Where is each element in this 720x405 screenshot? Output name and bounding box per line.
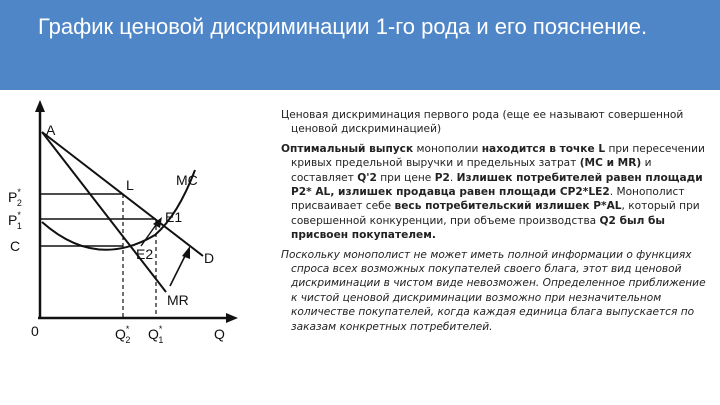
label-l: L [126,177,134,193]
label-q2: Q* 2 [115,324,131,345]
label-e2: E2 [136,246,154,262]
page-title: График ценовой дискриминации 1-го рода и его пояснение. [38,14,648,39]
explanation-text [281,108,713,339]
y-axis-arrow [35,100,45,112]
label-origin: 0 [31,323,39,339]
header-bar [0,0,720,90]
label-mc: MC [176,172,198,188]
price-discrimination-diagram [0,90,280,405]
paragraph-optimal-output: Оптимальный выпуск монополии находится в точке L при пересечении кривых предельной выручки и предельных затрат (MC и MR) и составляет Q'2 при цене P2. Излишек потребителей равен площади P2* AL, излишек продавца равен площади CP2*LE2. Монополист присваивает себе весь потребительский излишек P*AL, который при совершенной конкуренции, при объеме производства Q2 был бы присвоен покупателем. [281,142,705,242]
label-p1: P* 1 [8,210,22,231]
label-q1: Q* 1 [148,324,164,345]
mr-arrowhead [182,246,190,259]
label-e1: E1 [165,209,183,225]
x-axis-arrow [226,313,238,323]
label-c: C [10,238,21,254]
mr-arrow [170,252,187,286]
paragraph-definition: Ценовая дискриминация первого рода (еще ее называют совершенной ценовой дискриминацией) [281,109,684,136]
label-p2: P* 2 [8,187,22,208]
label-q-axis: Q [214,326,225,342]
label-a: A [46,122,56,138]
paragraph-limitations: Поскольку монополист не может иметь полной информации о функциях спроса всех возможных покупателей своего блага, этот вид ценовой дискриминации в чистом виде невозможен. Определенное приближение к чистой ценовой дискриминации возможно при незначительном количестве покупателей, когда каждая единица блага выпускается по заказам конкретных потребителей. [281,248,706,333]
label-d: D [204,250,215,266]
label-mr: MR [167,292,189,308]
